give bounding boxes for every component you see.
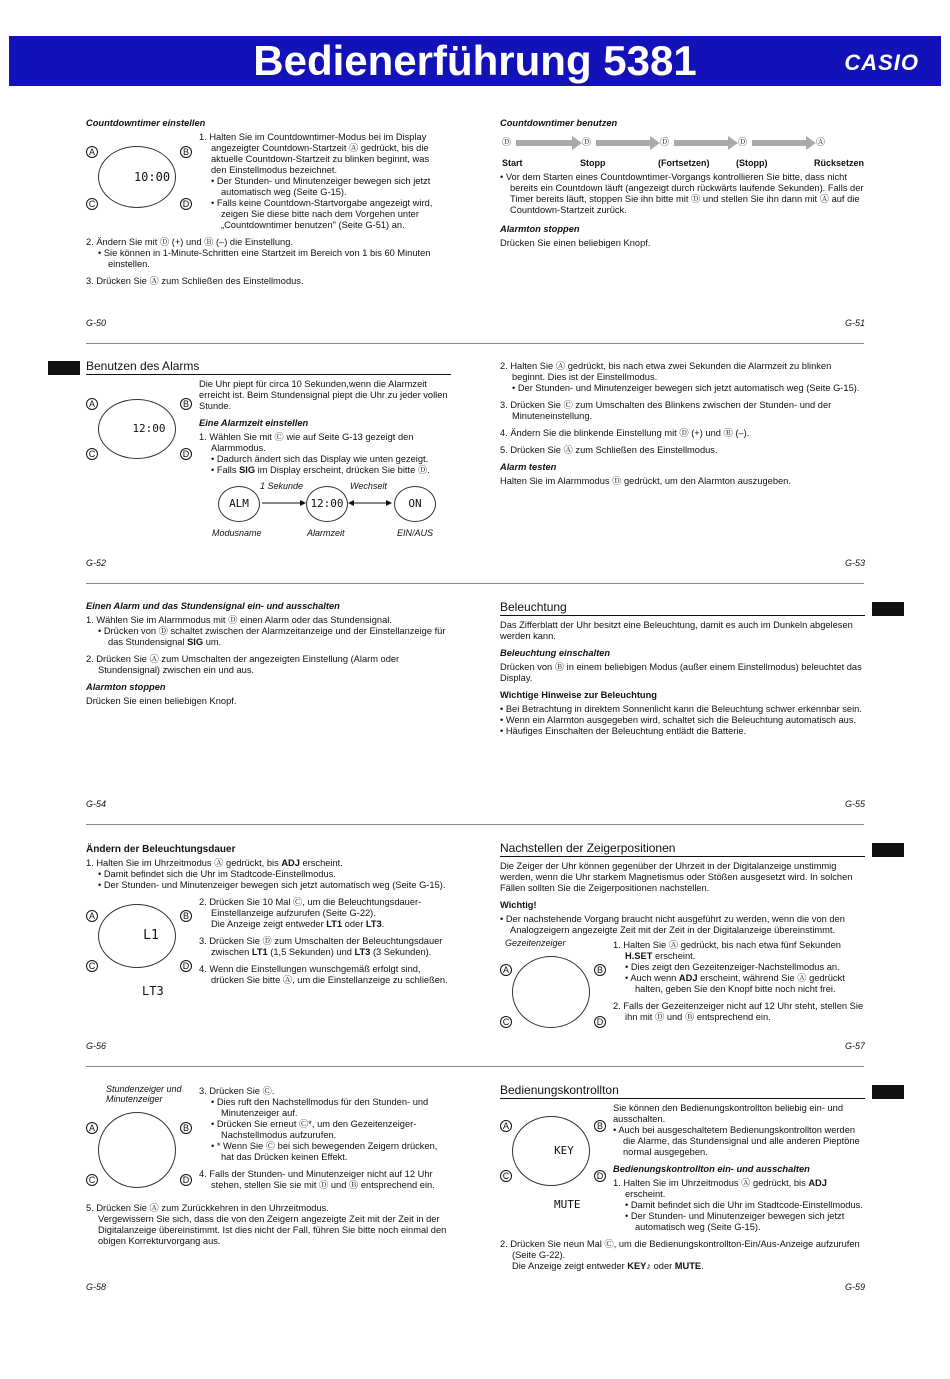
flow-label: (Fortsetzen) bbox=[658, 158, 710, 168]
flow-label: Rücksetzen bbox=[814, 158, 865, 168]
button-c-label: C bbox=[86, 198, 98, 210]
flow-label: Stopp bbox=[580, 158, 606, 168]
section-g52: Benutzen des Alarms Die Uhr piept für circa 10 Sekunden,wenn die Alarmzeit erreicht ist. Beim Stundensignal piept die Uhr zu jeder vollen Stunde. Eine Alarmzeit einstellen 1. Wählen Sie mit Ⓒ wie auf Seite G-13 gezeigt den Alarmmodus. • Dadurch ändert sich das Display wie unten gezeigt. • Falls SIG im Display erscheint, drücken Sie bitte Ⓓ. bbox=[86, 361, 451, 482]
section-g53: 2. Halten Sie Ⓐ gedrückt, bis nach etwa zwei Sekunden die Alarmzeit zu blinken beginnt. Dies ist der Einstellmodus. • Der Stunden- und Minutenzeiger bewegen sich jetzt automatisch weg (Seite G-15). 3. Drücken Sie Ⓒ zum Umschalten des Blinkens zwischen der Stunden- und der Minuteneinstellung. 4. Ändern Sie die blinkende Einstellung mit Ⓓ (+) und Ⓑ (–). 5. Drücken Sie Ⓐ zum Schließen des Einstellmodus. Alarm testen Halten Sie im Alarmmodus Ⓓ gedrückt, um den Alarmton auszugeben. bbox=[500, 361, 865, 493]
page-number: G-55 bbox=[845, 799, 866, 809]
section-g57: Nachstellen der Zeigerpositionen Die Zeiger der Uhr können gegenüber der Uhrzeit in der Digitalanzeige unstimmig werden, wenn die Uhr starkem Magnetismus oder Stößen ausgesetzt wird. In solchen Fällen sollten Sie die Zeigerpositionen nachstellen. Wichtig! • Der nachstehende Vorgang braucht nicht ausgeführt zu werden, wenn die von den Analogzeigern angezeigte Zeit mit der Zeit in der Digitalanzeige übereinstimmt. 1. Halten Sie Ⓐ gedrückt, bis nach etwa fünf Sekunden H.SET erscheint. • Dies zeigt den Gezeitenzeiger-Nachstellmodus an. • Auch wenn ADJ erscheint, während Sie Ⓐ gedrückt halten, geben Sie den Knopf bitte noch nicht frei. 2. Falls der Gezeitenzeiger nicht auf 12 Uhr steht, stellen Sie ihn mit Ⓓ und Ⓑ entsprechend ein. bbox=[500, 843, 865, 1029]
section-tab bbox=[872, 1085, 904, 1099]
section-tab bbox=[48, 361, 80, 375]
section-g56: Ändern der Beleuchtungsdauer 1. Halten Sie im Uhrzeitmodus Ⓐ gedrückt, bis ADJ erscheint. • Damit befindet sich die Uhr im Stadtcode-Einstellmodus. • Der Stunden- und Minutenzeiger bewegen sich jetzt automatisch weg (Seite G-15). 2. Drücken Sie 10 Mal Ⓒ, um die Beleuchtungsdauer-Einstellanzeige aufzurufen (Seite G-22). Die Anzeige zeigt entweder LT1 oder LT3. 3. Drücken Sie Ⓓ zum Umschalten der Beleuchtungsdauer zwischen LT1 (1,5 Sekunden) und LT3 (3 Sekunden). 4. Wenn die Einstellungen wunschgemäß erfolgt sind, drücken Sie bitte Ⓐ, um die Einstellanzeige zu schließen. bbox=[86, 844, 451, 992]
page-number: G-54 bbox=[86, 799, 107, 809]
button-a-label: A bbox=[86, 146, 98, 158]
flow-diagram: Ⓓ Ⓓ Ⓓ Ⓓ Ⓐ Start Stopp (Fortsetzen) (Stopp) Rücksetzen bbox=[502, 137, 865, 168]
heading: Countdowntimer einstellen bbox=[86, 118, 206, 128]
section-tab bbox=[872, 602, 904, 616]
flow-label: Start bbox=[502, 158, 523, 168]
watch-illustration: Gezeitenzeiger A B C D bbox=[500, 938, 606, 1030]
page-number: G-59 bbox=[845, 1282, 866, 1292]
display-alm: ALM bbox=[218, 486, 260, 522]
watch-face: KEY bbox=[512, 1116, 590, 1186]
section-g58-b: 5. Drücken Sie Ⓐ zum Zurückkehren in den Uhrzeitmodus. Vergewissern Sie sich, dass die von den Zeigern angezeigte Zeit mit der Zeit in der Digitalanzeige übereinstimmt. Ist dies nicht der Fall, führen Sie bitte noch einmal den obigen Korrekturvorgang aus. bbox=[86, 1203, 447, 1246]
display-on: ON bbox=[394, 486, 436, 522]
page-number: G-51 bbox=[845, 318, 866, 328]
divider bbox=[86, 824, 864, 825]
section-g54: Einen Alarm und das Stundensignal ein- und ausschalten 1. Wählen Sie im Alarmmodus mit Ⓓ einen Alarm oder das Stundensignal. • Drücken von Ⓓ schaltet zwischen der Alarmzeitanzeige und der Einstellanzeige für das Stundensignal SIG um. 2. Drücken Sie Ⓐ zum Umschalten der angezeigten Einstellung (Alarm oder Stundensignal) zwischen ein und aus. Alarmton stoppen Drücken Sie einen beliebigen Knopf. bbox=[86, 601, 451, 713]
step: 3. Drücken Sie Ⓐ zum Schließen des Einstellmodus. bbox=[86, 276, 304, 286]
section-g59: Bedienungskontrollton Sie können den Bedienungskontrollton beliebig ein- und ausschalten. • Auch bei ausgeschaltetem Bedienungskontrollton werden die Alarme, das Stundensignal und alle anderen Pieptöne normal ausgegeben. Bedienungskontrollton ein- und ausschalten 1. Halten Sie im Uhrzeitmodus Ⓐ gedrückt, bis ADJ erscheint. • Damit befindet sich die Uhr im Stadtcode-Einstellmodus. • Der Stunden- und Minutenzeiger bewegen sich jetzt automatisch weg (Seite G-15). 2. Drücken Sie neun Mal Ⓒ, um die Bedienungskontrollton-Ein/Aus-Anzeige aufzurufen (Seite G-22). Die Anzeige zeigt entweder KEY♪ oder MUTE. bbox=[500, 1085, 865, 1278]
page-number: G-52 bbox=[86, 558, 107, 568]
section-tab bbox=[872, 843, 904, 857]
section-g55: Beleuchtung Das Zifferblatt der Uhr besitzt eine Beleuchtung, damit es auch im Dunkeln abgelesen werden kann. Beleuchtung einschalten Drücken von Ⓑ in einem beliebigen Modus (außer einem Einstellmodus) beleuchtet das Display. Wichtige Hinweise zur Beleuchtung • Bei Betrachtung in direktem Sonnenlicht kann die Beleuchtung schwer erkennbar sein. • Wenn ein Alarmton ausgegeben wird, schaltet sich die Beleuchtung automatisch aus. • Häufiges Einschalten der Beleuchtung entlädt die Batterie. bbox=[500, 602, 865, 737]
heading: Countdowntimer benutzen bbox=[500, 118, 618, 128]
watch-face: 10:00 bbox=[98, 146, 176, 208]
display-sequence: ALM 12:00 ON 1 Sekunde Wechselt Modusname Alarmzeit EIN/AUS bbox=[212, 483, 442, 543]
watch-face: 12:00 bbox=[98, 399, 176, 459]
display-time: 12:00 bbox=[306, 486, 348, 522]
page-number: G-53 bbox=[845, 558, 866, 568]
page-number: G-56 bbox=[86, 1041, 107, 1051]
divider bbox=[86, 1066, 864, 1067]
watch-illustration: L1 LT3 A B C D bbox=[86, 900, 192, 1000]
watch-face: L1 bbox=[98, 904, 176, 968]
button-d-label: D bbox=[180, 198, 192, 210]
button-b-label: B bbox=[180, 146, 192, 158]
watch-illustration: Stundenzeiger und Minutenzeiger A B C D bbox=[86, 1084, 192, 1204]
page-number: G-50 bbox=[86, 318, 107, 328]
header-banner bbox=[9, 36, 941, 86]
step: 1. Halten Sie im Countdowntimer-Modus bei im Display angezeigter Countdown-Startzeit Ⓐ gedrückt, bis die aktuelle Countdown-Startzeit zu blinken beginnt, was den Einstellmodus bezeichnet. • Der Stunden- und Minutenzeiger bewegen sich jetzt automatisch weg (Seite G-15). • Falls keine Countdown-Startvorgabe angezeigt wird, zeigen Sie diese bitte nach dem Vorgehen unter „Countdowntimer benutzen" (Seite G-51) an. bbox=[199, 132, 446, 231]
watch-face bbox=[512, 956, 590, 1028]
flow-label: (Stopp) bbox=[736, 158, 768, 168]
watch-face bbox=[98, 1112, 176, 1188]
section-g58: 3. Drücken Sie Ⓒ. • Dies ruft den Nachstellmodus für den Stunden- und Minutenzeiger auf. • Drücken Sie erneut Ⓒ*, um den Gezeitenzeiger-Nachstellmodus aufzurufen. • * Wenn Sie Ⓒ bei sich bewegenden Zeigern drücken, hat das Drücken keinen Effekt. 4. Falls der Stunden- und Minutenzeiger nicht auf 12 Uhr stehen, stellen Sie sie mit Ⓓ und Ⓑ entsprechend ein. bbox=[199, 1086, 451, 1197]
watch-illustration: 12:00 A B C D bbox=[86, 395, 192, 461]
page-number: G-58 bbox=[86, 1282, 107, 1292]
watch-illustration: KEY MUTE A B C D bbox=[500, 1112, 606, 1212]
watch-illustration bbox=[86, 140, 192, 212]
step: 2. Ändern Sie mit Ⓓ (+) und Ⓑ (–) die Einstellung. • Sie können in 1-Minute-Schritten eine Startzeit im Bereich von 1 bis 60 Minuten einstellen. bbox=[86, 237, 446, 270]
page-title: Bedienerführung 5381 bbox=[253, 37, 697, 84]
divider bbox=[86, 583, 864, 584]
divider bbox=[86, 343, 864, 344]
section-g51: Countdowntimer benutzen Ⓓ Ⓓ Ⓓ Ⓓ Ⓐ Start Stopp (Fortsetzen) (Stopp) Rücksetzen • Vor dem Starten eines Countdowntimer-Vorgangs kontrollieren Sie bitte, dass nicht bereits ein Countdown läuft (angezeigt durch rückwärts laufende Sekunden). Falls der Timer bereits läuft, stoppen Sie ihn bitte mit Ⓓ und stellen Sie ihn dann mit Ⓐ auf die Countdown-Startzeit zurück. Alarmton stoppen Drücken Sie einen beliebigen Knopf. bbox=[500, 118, 865, 255]
page-number: G-57 bbox=[845, 1041, 866, 1051]
casio-logo: CASIO bbox=[844, 50, 919, 75]
heading: Benutzen des Alarms bbox=[86, 361, 451, 375]
